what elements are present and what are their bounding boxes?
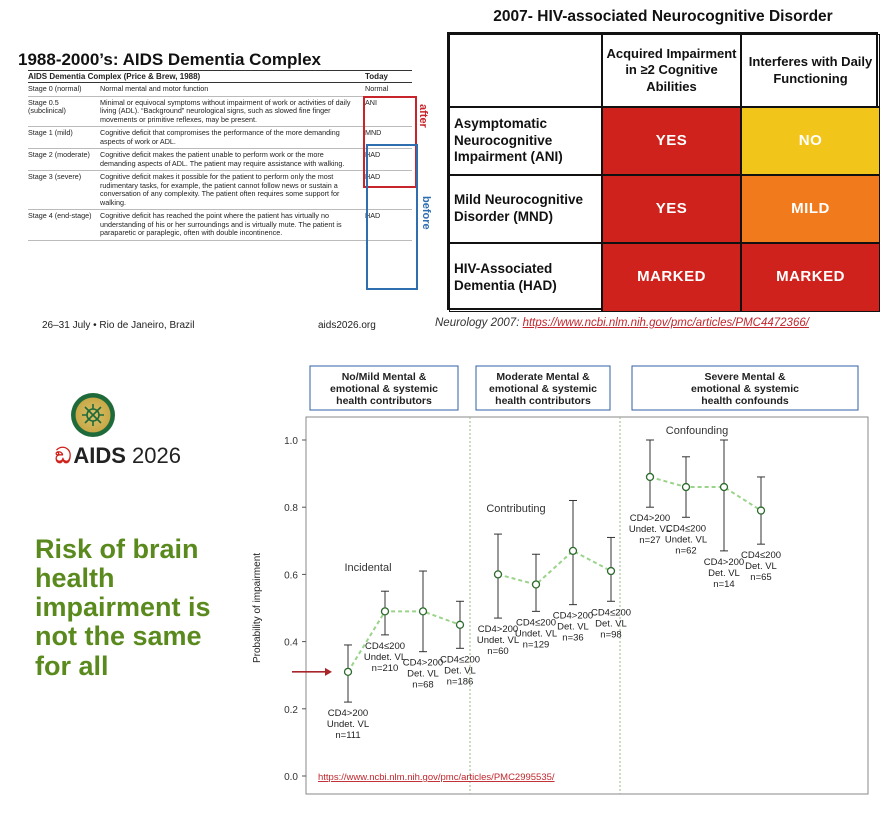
- conference-dates: 26–31 July • Rio de Janeiro, Brazil: [42, 320, 195, 331]
- hand-row-label-had: HIV-Associated Dementia (HAD): [449, 243, 602, 312]
- adc-description: Normal mental and motor function: [100, 84, 209, 94]
- data-point: [495, 571, 502, 578]
- panel-region-label: Incidental: [344, 562, 392, 574]
- point-label: Undet. VL: [326, 719, 370, 731]
- panel-header-text: No/Mild Mental &: [341, 371, 427, 383]
- before-label: before: [420, 196, 432, 230]
- hand-cell-mnd-daily: MILD: [741, 175, 880, 243]
- hand-table: [447, 32, 878, 310]
- adc-today: ANI: [365, 97, 377, 107]
- data-point: [382, 608, 389, 615]
- conference-site[interactable]: aids2026.org: [318, 320, 376, 331]
- adc-today: HAD: [365, 150, 381, 160]
- point-label: Det. VL: [557, 621, 589, 633]
- point-label: n=65: [750, 572, 772, 584]
- panel-region-label: Confounding: [665, 425, 729, 437]
- data-point: [420, 608, 427, 615]
- logo-text-year: 2026: [132, 443, 181, 468]
- hand-title: 2007- HIV-associated Neurocognitive Disorder: [493, 8, 833, 25]
- adc-row: [28, 83, 412, 96]
- hand-row-label-ani: Asymptomatic Neurocognitive Impairment (ANI): [449, 107, 602, 175]
- point-label: CD4≤200: [364, 640, 406, 652]
- ribbon-icon: ඞ: [55, 443, 72, 468]
- conference-seal-icon: [71, 393, 115, 437]
- point-label: Undet. VL: [664, 534, 708, 546]
- trend-line: [650, 477, 761, 511]
- y-tick-label: 0.4: [284, 637, 298, 649]
- point-label: CD4≤200: [665, 523, 707, 535]
- point-label: n=186: [446, 676, 474, 688]
- plot-frame: [306, 417, 868, 794]
- point-label: n=62: [675, 545, 697, 557]
- slide-headline: Risk of brain health impairment is not the same for all: [35, 534, 211, 681]
- hand-row-label-mnd: Mild Neurocognitive Disorder (MND): [449, 175, 602, 243]
- hand-citation: [435, 317, 809, 329]
- adc-description: Cognitive deficit has reached the point where the patient has virtually no understanding of his or her surroundings and is virtually mute. The patient is paraparetic or paraplegic, often with double incontinence.: [100, 211, 342, 238]
- adc-row: [28, 97, 412, 127]
- hand-corner-cell: [449, 34, 602, 107]
- data-point: [647, 473, 654, 480]
- adc-stage: Stage 0 (normal): [28, 84, 82, 94]
- impairment-chart: [240, 362, 880, 802]
- hand-cell-mnd-impairment: YES: [602, 175, 741, 243]
- data-point: [345, 668, 352, 675]
- point-label: Det. VL: [708, 567, 740, 579]
- adc-description: Minimal or equivocal symptoms without impairment of work or activities of daily living (ADL). “Background” neurological signs, such as slowed fine finger movements or primitive reflexes, may be present.: [100, 97, 351, 124]
- point-label: Det. VL: [595, 618, 627, 630]
- hand-col-header-daily-function: Interferes with Daily Functioning: [741, 34, 880, 107]
- point-label: CD4≤200: [515, 617, 557, 629]
- point-label: CD4≤200: [439, 654, 481, 666]
- panel-header-text: emotional & systemic: [330, 383, 438, 395]
- adc-description: Cognitive deficit makes the patient unable to perform work or the more demanding aspects of ADL. The patient may require assistance with walking.: [100, 150, 345, 168]
- data-point: [457, 621, 464, 628]
- point-label: CD4>200: [477, 624, 519, 636]
- trend-line: [498, 551, 611, 585]
- hand-cell-ani-daily: NO: [741, 107, 880, 175]
- adc-today: Normal: [365, 84, 389, 94]
- point-label: CD4>200: [327, 708, 369, 720]
- hand-cell-had-daily: MARKED: [741, 243, 880, 312]
- point-label: CD4>200: [402, 657, 444, 669]
- adc-today: MND: [365, 128, 382, 138]
- hand-cell-ani-impairment: YES: [602, 107, 741, 175]
- point-label: n=68: [412, 679, 434, 691]
- adc-today: HAD: [365, 211, 381, 221]
- panel-header-text: health contributors: [336, 395, 432, 407]
- adc-stage: Stage 4 (end-stage): [28, 211, 92, 221]
- adc-row: [28, 127, 412, 149]
- adc-title: 1988-2000’s: AIDS Dementia Complex: [18, 50, 321, 69]
- adc-table-header: [28, 70, 412, 83]
- point-label: n=60: [487, 646, 509, 658]
- pointer-arrow-head: [325, 668, 332, 676]
- point-label: CD4>200: [629, 513, 671, 525]
- data-point: [608, 568, 615, 575]
- panel-header-text: health confounds: [701, 395, 789, 407]
- data-point: [570, 547, 577, 554]
- y-axis-label: Probability of impairment: [252, 552, 263, 664]
- adc-header-classification: AIDS Dementia Complex (Price & Brew, 1988): [28, 72, 201, 81]
- point-label: CD4≤200: [590, 607, 632, 619]
- y-tick-label: 0.2: [284, 704, 298, 716]
- point-label: Undet. VL: [363, 651, 407, 663]
- point-label: n=27: [639, 535, 661, 547]
- point-label: Det. VL: [407, 668, 439, 680]
- logo-text-aids: AIDS: [73, 443, 126, 468]
- before-highlight-box: [366, 144, 418, 290]
- adc-stage: Stage 3 (severe): [28, 172, 82, 182]
- data-point: [533, 581, 540, 588]
- adc-table: [28, 70, 412, 241]
- adc-description: Cognitive deficit that compromises the performance of the more demanding aspects of work or ADL.: [100, 128, 340, 146]
- y-tick-label: 0.0: [284, 772, 298, 783]
- point-label: Undet. VL: [476, 635, 520, 647]
- point-label: CD4>200: [703, 556, 745, 568]
- conference-logo: [55, 443, 181, 469]
- hand-citation-prefix: Neurology 2007:: [435, 317, 523, 329]
- data-point: [758, 507, 765, 514]
- point-label: n=36: [562, 632, 584, 644]
- point-label: Undet. VL: [628, 524, 672, 536]
- data-point: [683, 484, 690, 491]
- panel-header-text: emotional & systemic: [691, 383, 799, 395]
- panel-region-label: Contributing: [486, 503, 546, 515]
- adc-stage: Stage 0.5 (subclinical): [28, 97, 66, 116]
- adc-stage: Stage 1 (mild): [28, 128, 73, 138]
- adc-today: HAD: [365, 172, 381, 182]
- hand-citation-link[interactable]: https://www.ncbi.nlm.nih.gov/pmc/articles/PMC4472366/: [522, 317, 809, 329]
- y-tick-label: 0.8: [284, 503, 298, 515]
- adc-stage: Stage 2 (moderate): [28, 150, 90, 160]
- point-label: n=111: [335, 730, 361, 742]
- y-tick-label: 1.0: [284, 436, 298, 447]
- point-label: CD4>200: [552, 610, 594, 622]
- panel-header-text: Severe Mental &: [704, 371, 786, 383]
- point-label: Det. VL: [745, 561, 777, 573]
- hand-col-header-impairment: Acquired Impairment in ≥2 Cognitive Abilities: [602, 34, 741, 107]
- point-label: Undet. VL: [514, 628, 558, 640]
- panel-header-text: health contributors: [495, 395, 591, 407]
- point-label: n=129: [522, 639, 550, 651]
- point-label: Det. VL: [444, 665, 476, 677]
- panel-header-text: emotional & systemic: [489, 383, 597, 395]
- chart-citation-link[interactable]: https://www.ncbi.nlm.nih.gov/pmc/articles/PMC2995535/: [318, 772, 555, 783]
- point-label: n=98: [600, 629, 622, 641]
- y-tick-label: 0.6: [284, 570, 298, 582]
- after-label: after: [417, 104, 429, 128]
- point-label: n=14: [713, 578, 735, 590]
- panel-header-text: Moderate Mental &: [496, 371, 590, 383]
- hand-cell-had-impairment: MARKED: [602, 243, 741, 312]
- point-label: n=210: [371, 662, 399, 674]
- adc-row: [28, 210, 412, 240]
- adc-header-today: Today: [365, 72, 388, 81]
- data-point: [721, 484, 728, 491]
- adc-description: Cognitive deficit makes it possible for the patient to perform only the most rudimentary tasks, for example, the patient cannot follow news or sustain a conversation of any complexity. The patient often requires some support for walking.: [100, 172, 340, 207]
- point-label: CD4≤200: [740, 550, 782, 562]
- adc-row: [28, 149, 412, 171]
- adc-row: [28, 171, 412, 210]
